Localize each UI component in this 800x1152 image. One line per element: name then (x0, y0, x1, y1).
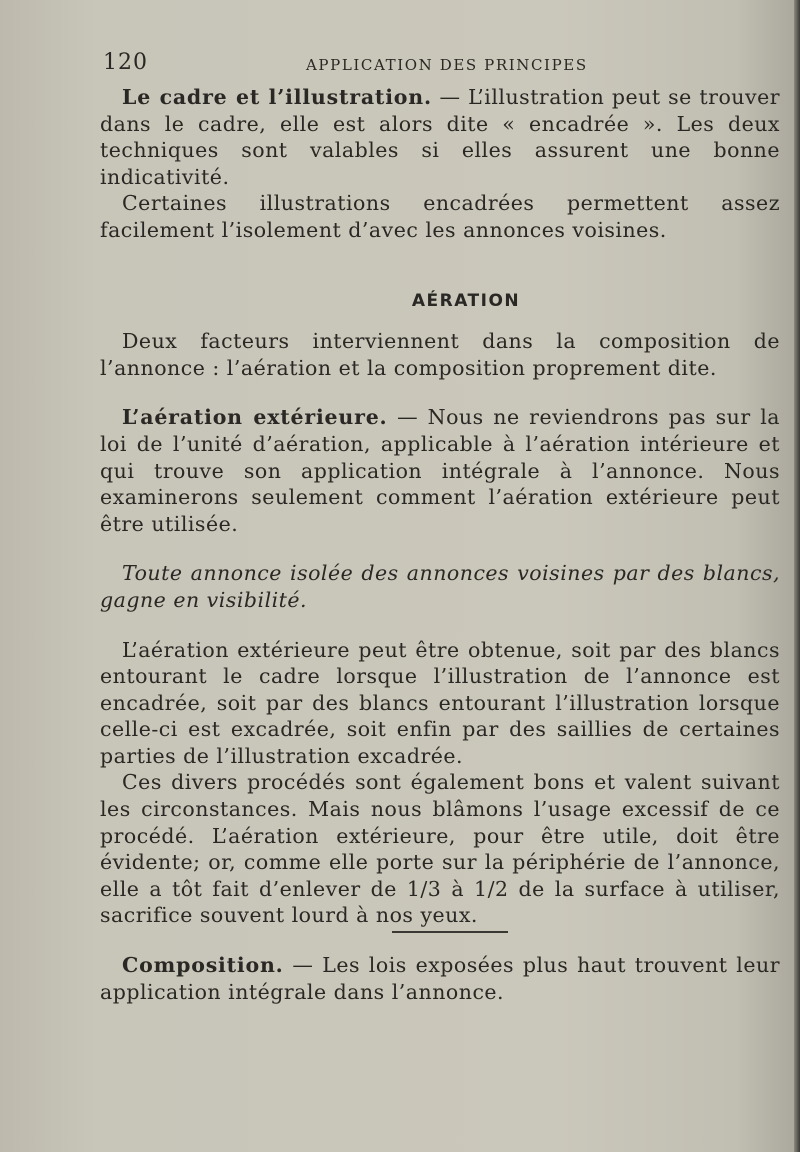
paragraph-aeration-exterieure (100, 404, 780, 537)
paragraph-divers-procedes: Ces divers procédés sont également bons et valent suivant les circonstances. Mais nous blâmons l’usage excessif de ce procédé. L’aération extérieure, pour être utile, doit être évidente; or, comme elle porte sur la périphérie de l’annonce, elle a tôt fait d’enlever de 1/3 à 1/2 de la surface à utiliser, sacrifice souvent lourd à nos yeux. (100, 770, 780, 928)
paragraph-lead: Composition. (122, 953, 284, 978)
paragraph-illustrations-encadrees: Certaines illustrations encadrées permettent assez facilement l’isolement d’avec les annonces voisines. (100, 191, 780, 242)
paragraph-cadre-illustration (100, 84, 780, 190)
paragraph-deux-facteurs: Deux facteurs interviennent dans la composition de l’annonce : l’aération et la composition proprement dite. (100, 329, 780, 380)
body-text (100, 84, 780, 1005)
paragraph-text: — L’illustration peut se trouver dans le cadre, elle est alors dite « encadrée ». Les deux techniques sont valables si elles assurent une bonne indicativité. (100, 85, 780, 189)
paragraph-principle-italic: Toute annonce isolée des annonces voisines par des blancs, gagne en visibilité. (100, 561, 780, 612)
paragraph-lead: Le cadre et l’illustration. (122, 85, 432, 109)
page-header (103, 50, 703, 78)
paragraph-text: — Nous ne reviendrons pas sur la loi de l’unité d’aération, applicable à l’aération intérieure et qui trouve son application intégrale à l’annonce. Nous examinerons seulement comment l’aération extérieure peut être utilisée. (100, 405, 780, 536)
paragraph-lead: L’aération extérieure. (122, 405, 388, 430)
paragraph-text: — Les lois exposées plus haut trouvent leur application intégrale dans l’annonce. (100, 953, 780, 1004)
paragraph-aeration-obtenue: L’aération extérieure peut être obtenue, soit par des blancs entourant le cadre lorsque l’illustration de l’annonce est encadrée, soit par des blancs entourant l’illustration lorsque celle-ci est excadrée, soit enfin par des saillies de certaines parties de l’illustration excadrée. (100, 637, 780, 768)
section-title: AÉRATION (411, 290, 521, 311)
running-title: APPLICATION DES PRINCIPES (306, 56, 588, 74)
page-number: 120 (103, 50, 148, 75)
end-rule-divider (392, 931, 508, 933)
page-edge-shadow (794, 0, 800, 1152)
paragraph-composition (100, 952, 780, 1005)
